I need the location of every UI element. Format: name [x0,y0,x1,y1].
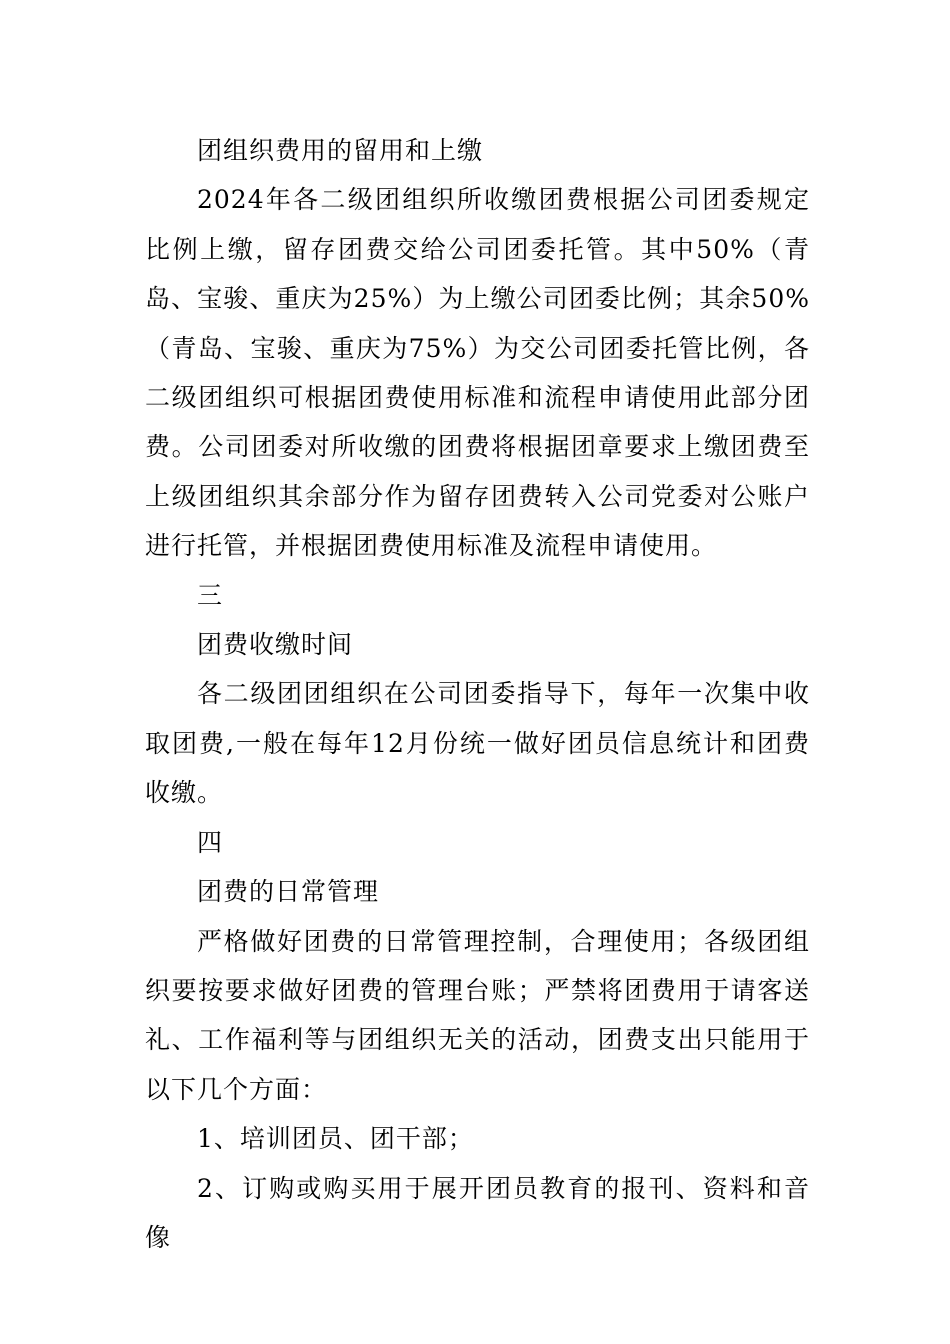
section-title-collection-time: 团费收缴时间 [197,630,354,660]
section-number-four: 四 [197,827,224,857]
paragraph-collection-time-body: 各二级团团组织在公司团委指导下，每年一次集中收取团费,一般在每年12月份统一做好团员信息统计和团费收缴。 [145,679,810,808]
list-item-2: 2、订购或购买用于展开团员教育的报刊、资料和音像 [145,1173,810,1252]
document-page [145,126,810,1262]
section-number-three: 三 [197,580,224,610]
section-title-daily-management: 团费的日常管理 [197,877,380,907]
paragraph-fee-retention-body: 2024年各二级团组织所收缴团费根据公司团委规定比例上缴，留存团费交给公司团委托管。其中50%（青岛、宝骏、重庆为25%）为上缴公司团委比例；其余50%（青岛、宝骏、重庆为75%）为交公司团委托管比例，各二级团组织可根据团费使用标准和流程申请使用此部分团费。公司团委对所收缴的团费将根据团章要求上缴团费至上级团组织其余部分作为留存团费转入公司党委对公账户进行托管，并根据团费使用标准及流程申请使用。 [145,185,810,561]
list-item-1: 1、培训团员、团干部； [197,1124,474,1154]
section-title-fee-retention: 团组织费用的留用和上缴 [197,136,484,165]
paragraph-daily-management-body: 严格做好团费的日常管理控制，合理使用；各级团组织要按要求做好团费的管理台账；严禁将团费用于请客送礼、工作福利等与团组织无关的活动，团费支出只能用于以下几个方面： [145,926,810,1104]
